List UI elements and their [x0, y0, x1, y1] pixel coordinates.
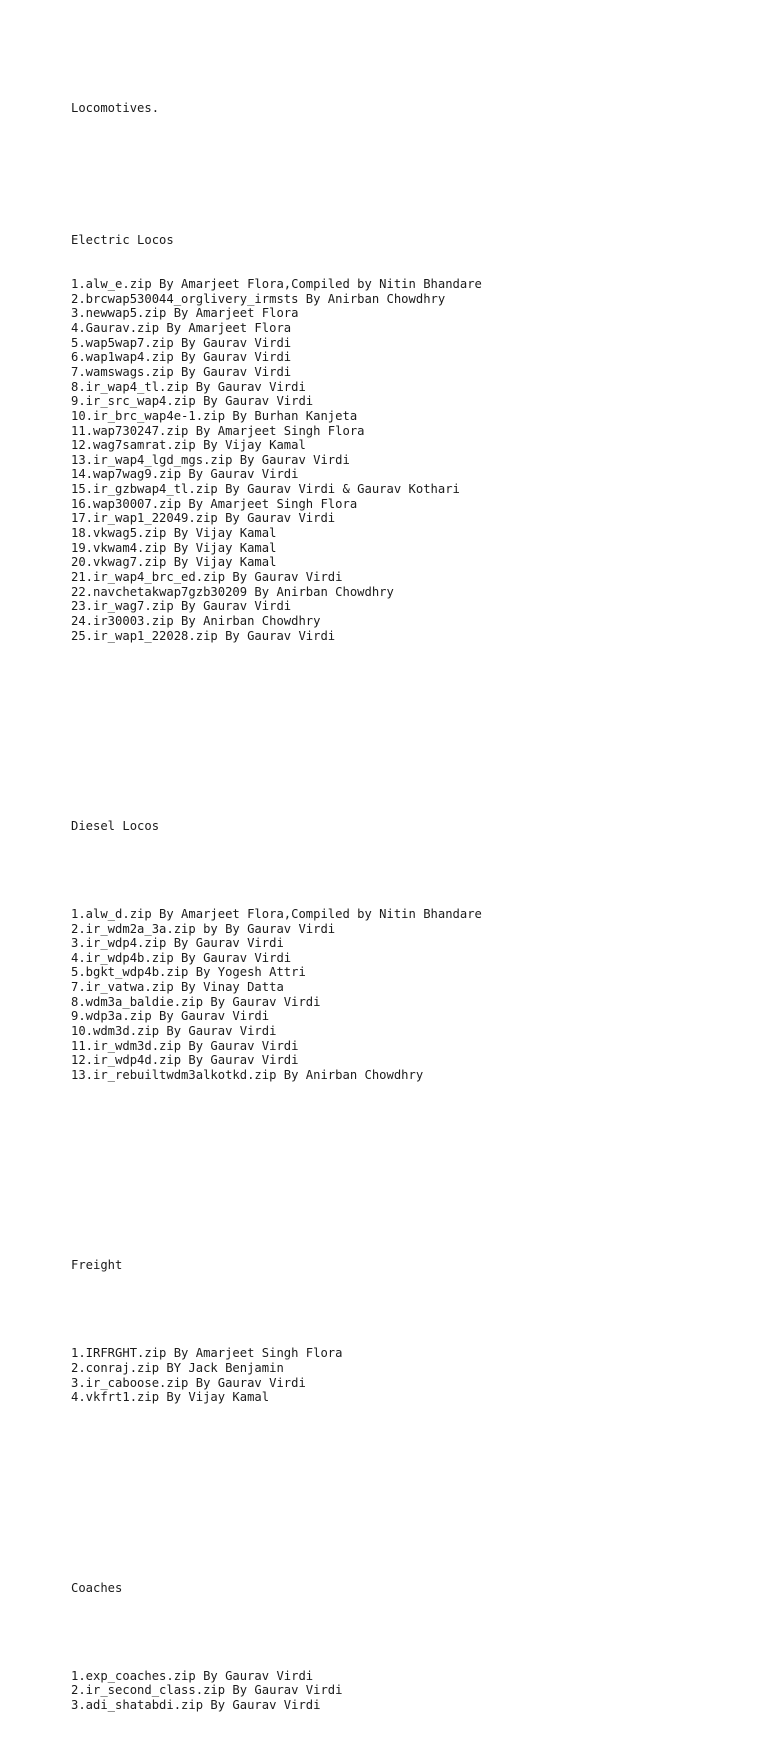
document-page: [71, 72, 751, 1757]
list-item: 3.newwap5.zip By Amarjeet Flora: [71, 306, 299, 321]
list-item: 12.wag7samrat.zip By Vijay Kamal: [71, 438, 306, 453]
list-item: 2.ir_second_class.zip By Gaurav Virdi: [71, 1683, 343, 1698]
coaches-list: [71, 1669, 751, 1713]
list-item: 22.navchetakwap7gzb30209 By Anirban Chowdhry: [71, 584, 394, 599]
list-item: 21.ir_wap4_brc_ed.zip By Gaurav Virdi: [71, 569, 343, 584]
list-item: 2.brcwap530044_orglivery_irmsts By Anirban Chowdhry: [71, 291, 446, 306]
list-item: 1.exp_coaches.zip By Gaurav Virdi: [71, 1668, 314, 1683]
coaches-section: [71, 1551, 751, 1741]
list-item: 11.wap730247.zip By Amarjeet Singh Flora: [71, 423, 365, 438]
freight-section: [71, 1229, 751, 1434]
list-item: 5.wap5wap7.zip By Gaurav Virdi: [71, 335, 292, 350]
list-item: 3.ir_caboose.zip By Gaurav Virdi: [71, 1375, 306, 1390]
electric-locos-section: [71, 204, 751, 673]
list-item: 12.ir_wdp4d.zip By Gaurav Virdi: [71, 1053, 299, 1068]
list-item: 4.vkfrt1.zip By Vijay Kamal: [71, 1390, 270, 1405]
list-item: 5.bgkt_wdp4b.zip By Yogesh Attri: [71, 965, 306, 980]
section-heading-freight: Freight: [71, 1258, 123, 1273]
list-item: 3.ir_wdp4.zip By Gaurav Virdi: [71, 936, 284, 951]
list-item: 1.alw_e.zip By Amarjeet Flora,Compiled by Nitin Bhandare: [71, 277, 482, 292]
list-item: 13.ir_rebuiltwdm3alkotkd.zip By Anirban Chowdhry: [71, 1067, 424, 1082]
list-item: 7.ir_vatwa.zip By Vinay Datta: [71, 980, 284, 995]
list-item: 9.ir_src_wap4.zip By Gaurav Virdi: [71, 394, 314, 409]
list-item: 14.wap7wag9.zip By Gaurav Virdi: [71, 467, 299, 482]
list-item: 24.ir30003.zip By Anirban Chowdhry: [71, 613, 321, 628]
list-item: 10.ir_brc_wap4e-1.zip By Burhan Kanjeta: [71, 408, 358, 423]
list-item: 10.wdm3d.zip By Gaurav Virdi: [71, 1024, 277, 1039]
list-item: 25.ir_wap1_22028.zip By Gaurav Virdi: [71, 628, 336, 643]
section-heading-coaches: Coaches: [71, 1580, 123, 1595]
list-item: 4.ir_wdp4b.zip By Gaurav Virdi: [71, 950, 292, 965]
electric-locos-list: [71, 277, 751, 643]
list-item: 8.wdm3a_baldie.zip By Gaurav Virdi: [71, 994, 321, 1009]
list-item: 3.adi_shatabdi.zip By Gaurav Virdi: [71, 1697, 321, 1712]
list-item: 17.ir_wap1_22049.zip By Gaurav Virdi: [71, 511, 336, 526]
list-item: 18.vkwag5.zip By Vijay Kamal: [71, 526, 277, 541]
list-item: 4.Gaurav.zip By Amarjeet Flora: [71, 321, 292, 336]
list-item: 8.ir_wap4_tl.zip By Gaurav Virdi: [71, 379, 306, 394]
freight-list: [71, 1346, 751, 1405]
list-item: 2.ir_wdm2a_3a.zip by By Gaurav Virdi: [71, 921, 336, 936]
list-item: 1.alw_d.zip By Amarjeet Flora,Compiled by Nitin Bhandare: [71, 906, 482, 921]
list-item: 16.wap30007.zip By Amarjeet Singh Flora: [71, 496, 358, 511]
list-item: 23.ir_wag7.zip By Gaurav Virdi: [71, 599, 292, 614]
list-item: 20.vkwag7.zip By Vijay Kamal: [71, 555, 277, 570]
list-item: 11.ir_wdm3d.zip By Gaurav Virdi: [71, 1038, 299, 1053]
list-item: 15.ir_gzbwap4_tl.zip By Gaurav Virdi & Gaurav Kothari: [71, 482, 460, 497]
diesel-locos-list: [71, 907, 751, 1083]
list-item: 13.ir_wap4_lgd_mgs.zip By Gaurav Virdi: [71, 452, 350, 467]
list-item: 6.wap1wap4.zip By Gaurav Virdi: [71, 350, 292, 365]
list-item: 1.IRFRGHT.zip By Amarjeet Singh Flora: [71, 1346, 343, 1361]
document-title: Locomotives.: [71, 101, 160, 116]
list-item: 7.wamswags.zip By Gaurav Virdi: [71, 364, 292, 379]
diesel-locos-section: [71, 790, 751, 1112]
section-heading-electric: Electric Locos: [71, 233, 174, 248]
section-heading-diesel: Diesel Locos: [71, 819, 160, 834]
list-item: 19.vkwam4.zip By Vijay Kamal: [71, 540, 277, 555]
list-item: 9.wdp3a.zip By Gaurav Virdi: [71, 1009, 270, 1024]
list-item: 2.conraj.zip BY Jack Benjamin: [71, 1361, 284, 1376]
